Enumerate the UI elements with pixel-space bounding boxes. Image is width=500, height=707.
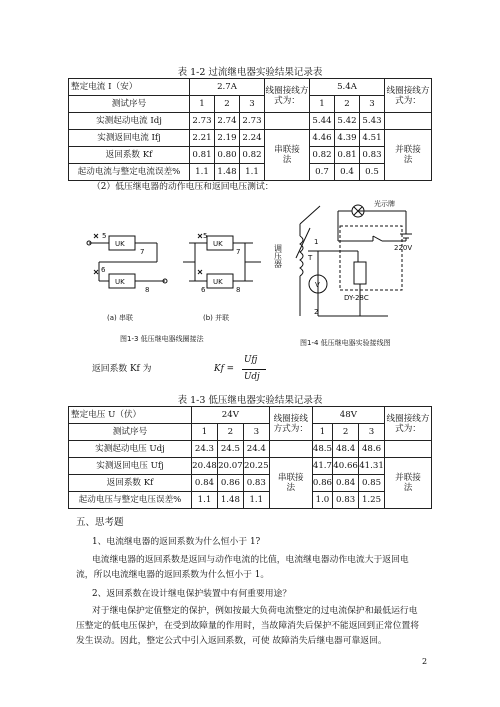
cell: 1.1	[190, 164, 215, 181]
t1-seq: 2	[215, 96, 240, 113]
cell: 0.7	[310, 164, 335, 181]
t1-h-method-2: 线圈接线方式为：	[385, 79, 432, 113]
transformer-coil	[300, 236, 303, 276]
t2-seq: 1	[192, 424, 218, 441]
cell: 20.25	[243, 458, 269, 475]
cell: 5.42	[335, 113, 360, 130]
v220-label: 220V	[394, 244, 413, 252]
pin-label: 7	[140, 248, 145, 256]
blank-cell	[265, 113, 310, 130]
cell: 2.74	[215, 113, 240, 130]
table1	[68, 78, 432, 181]
cell: 0.5	[360, 164, 385, 181]
cell: 5.43	[360, 113, 385, 130]
fig4-caption: 图1-4 低压继电器实验接线图	[300, 339, 391, 347]
question-2: 2、返回系数在设计继电保护装置中有何重要用途？	[92, 589, 292, 599]
t1-seq: 3	[360, 96, 385, 113]
fig4-diagram	[273, 196, 428, 336]
lamp-label: 光示牌	[374, 200, 395, 208]
uk-label: UK	[115, 240, 125, 248]
t2-seq: 2	[333, 424, 359, 441]
cell: 20.07	[217, 458, 243, 475]
pin-label: 8	[236, 286, 241, 294]
cell: 1.48	[217, 492, 243, 509]
formula-den: Udj	[244, 372, 260, 382]
table-row	[69, 475, 432, 492]
t2-seq: 2	[217, 424, 243, 441]
page-number: 2	[422, 657, 428, 666]
blank-cell	[385, 113, 432, 130]
t1-val-54: 5.4A	[310, 79, 385, 96]
section5-heading: 五、思考题	[76, 517, 124, 528]
pin-label: 7	[236, 248, 241, 256]
t1-seq: 1	[310, 96, 335, 113]
cell: 41.31	[359, 458, 385, 475]
relay-box	[340, 226, 402, 290]
cell: 4.46	[310, 130, 335, 147]
cell: 0.4	[335, 164, 360, 181]
pin-label: 6	[201, 286, 206, 294]
table-row	[69, 441, 432, 458]
table-row	[69, 164, 432, 181]
table-row	[69, 458, 432, 475]
t2-h-setting: 整定电压 U（伏）	[69, 407, 192, 424]
fig3-b-label: (b) 并联	[203, 314, 230, 322]
pin-label: 5	[203, 232, 208, 240]
t2-h-serial: 测试序号	[69, 424, 192, 441]
cell: 40.66	[333, 458, 359, 475]
cell: 1.25	[359, 492, 385, 509]
cell: 0.80	[215, 147, 240, 164]
cell: 20.48	[192, 458, 218, 475]
cell: 0.82	[240, 147, 265, 164]
cell: 0.82	[310, 147, 335, 164]
answer-2: 对于继电保护定值整定的保护，例如按最大负荷电流整定的过电流保护和最低运行电压整定的低电压保护，在受到故障量的作用时，当故障消失后保护不能返回到正常位置将发生误动。因此，整定公式中引入返回系数，可使 故障消失后继电器可靠返回。	[76, 606, 420, 646]
t1-seq: 1	[190, 96, 215, 113]
row-label: 返回系数 Kf	[69, 147, 190, 164]
cell: 0.85	[359, 475, 385, 492]
row-label: 实测返回电流 Ifj	[69, 130, 190, 147]
pin-label: 5	[102, 232, 107, 240]
cell: 1.0	[312, 492, 332, 509]
p1-label: 1	[314, 238, 319, 246]
t2-seq: 3	[243, 424, 269, 441]
t-label: T	[308, 254, 313, 262]
uk-label: UK	[115, 278, 125, 286]
cell: 48.6	[359, 441, 385, 458]
cell: 24.5	[217, 441, 243, 458]
cell: 2.19	[215, 130, 240, 147]
uk-label: UK	[213, 240, 223, 248]
cell: 0.84	[192, 475, 218, 492]
t1-series: 串联接法	[265, 130, 310, 181]
cell: 2.21	[190, 130, 215, 147]
cell: 5.44	[310, 113, 335, 130]
table-row	[69, 130, 432, 147]
cell: 2.24	[240, 130, 265, 147]
row-label: 起动电流与整定电流误差%	[69, 164, 190, 181]
uk-label: UK	[213, 278, 223, 286]
table-row	[69, 492, 432, 509]
formula-lhs: Kf =	[214, 364, 234, 374]
fig3-a-label: (a) 串联	[107, 314, 133, 322]
cell: 41.7	[312, 458, 332, 475]
t1-h-serial: 测试序号	[69, 96, 190, 113]
table2	[68, 406, 432, 509]
relay-label: DY-28C	[344, 294, 369, 302]
fig3-diagram	[85, 222, 265, 334]
cell: 4.51	[360, 130, 385, 147]
formula-label: 返回系数 Kf 为	[92, 364, 152, 374]
blank-cell	[269, 441, 312, 458]
row-label: 实测起动电压 Udj	[69, 441, 192, 458]
row-label: 实测起动电流 Idj	[69, 113, 190, 130]
t2-h-method: 线圈接线方式为：	[269, 407, 312, 441]
cell: 24.4	[243, 441, 269, 458]
cell: 0.86	[217, 475, 243, 492]
t1-seq: 3	[240, 96, 265, 113]
t2-val-24: 24V	[192, 407, 270, 424]
cell: 0.83	[243, 475, 269, 492]
cell: 0.81	[335, 147, 360, 164]
cell: 1.48	[215, 164, 240, 181]
cell: 2.73	[240, 113, 265, 130]
cell: 0.86	[312, 475, 332, 492]
pin-label: 6	[101, 266, 106, 274]
cell: 4.39	[335, 130, 360, 147]
cell: 1.1	[240, 164, 265, 181]
cell: 24.3	[192, 441, 218, 458]
cell: 48.5	[312, 441, 332, 458]
p2-label: 2	[314, 308, 319, 316]
blank-cell	[385, 441, 432, 458]
cell: 2.73	[190, 113, 215, 130]
section2-heading: （2）低压继电器的动作电压和返回电压测试：	[92, 182, 274, 192]
t1-h-method: 线圈接线方式为：	[265, 79, 310, 113]
cell: 1.1	[192, 492, 218, 509]
t2-parallel: 并联接法	[385, 458, 432, 509]
formula-num: Ufj	[244, 355, 258, 365]
answer-1: 电流继电器的返回系数是返回与动作电流的比值，电流继电器动作电流大于返回电流，所以电流继电器的返回系数为什么恒小于 1。	[76, 555, 409, 580]
table-row	[69, 147, 432, 164]
cell: 0.84	[333, 475, 359, 492]
t2-series: 串联接法	[269, 458, 312, 509]
table1-caption: 表 1-2 过流继电器实验结果记录表	[177, 67, 323, 78]
table2-caption: 表 1-3 低压继电器实验结果记录表	[177, 395, 323, 406]
t2-seq: 3	[359, 424, 385, 441]
table-row	[69, 113, 432, 130]
t2-h-method-2: 线圈接线方式为：	[385, 407, 432, 441]
row-label: 返回系数 Kf	[69, 475, 192, 492]
t2-val-48: 48V	[312, 407, 384, 424]
cell: 0.83	[333, 492, 359, 509]
t1-parallel: 并联接法	[385, 130, 432, 181]
row-label: 实测返回电压 Ufj	[69, 458, 192, 475]
reg-label: 调压器	[273, 244, 283, 268]
question-1: 1、电流继电器的返回系数为什么恒小于 1?	[92, 537, 261, 547]
cell: 0.81	[190, 147, 215, 164]
t1-h-setting: 整定电流 I（安）	[69, 79, 190, 96]
cell: 0.83	[360, 147, 385, 164]
pin-label: 8	[145, 286, 150, 294]
t1-val-27: 2.7A	[190, 79, 265, 96]
t1-seq: 2	[335, 96, 360, 113]
cell: 48.4	[333, 441, 359, 458]
relay-coil	[354, 262, 366, 284]
t2-seq: 1	[312, 424, 332, 441]
row-label: 起动电压与整定电压误差%	[69, 492, 192, 509]
fig3-caption: 图1-3 低压继电器线圈接法	[120, 335, 204, 343]
cell: 1.1	[243, 492, 269, 509]
v-label: V	[315, 281, 320, 289]
